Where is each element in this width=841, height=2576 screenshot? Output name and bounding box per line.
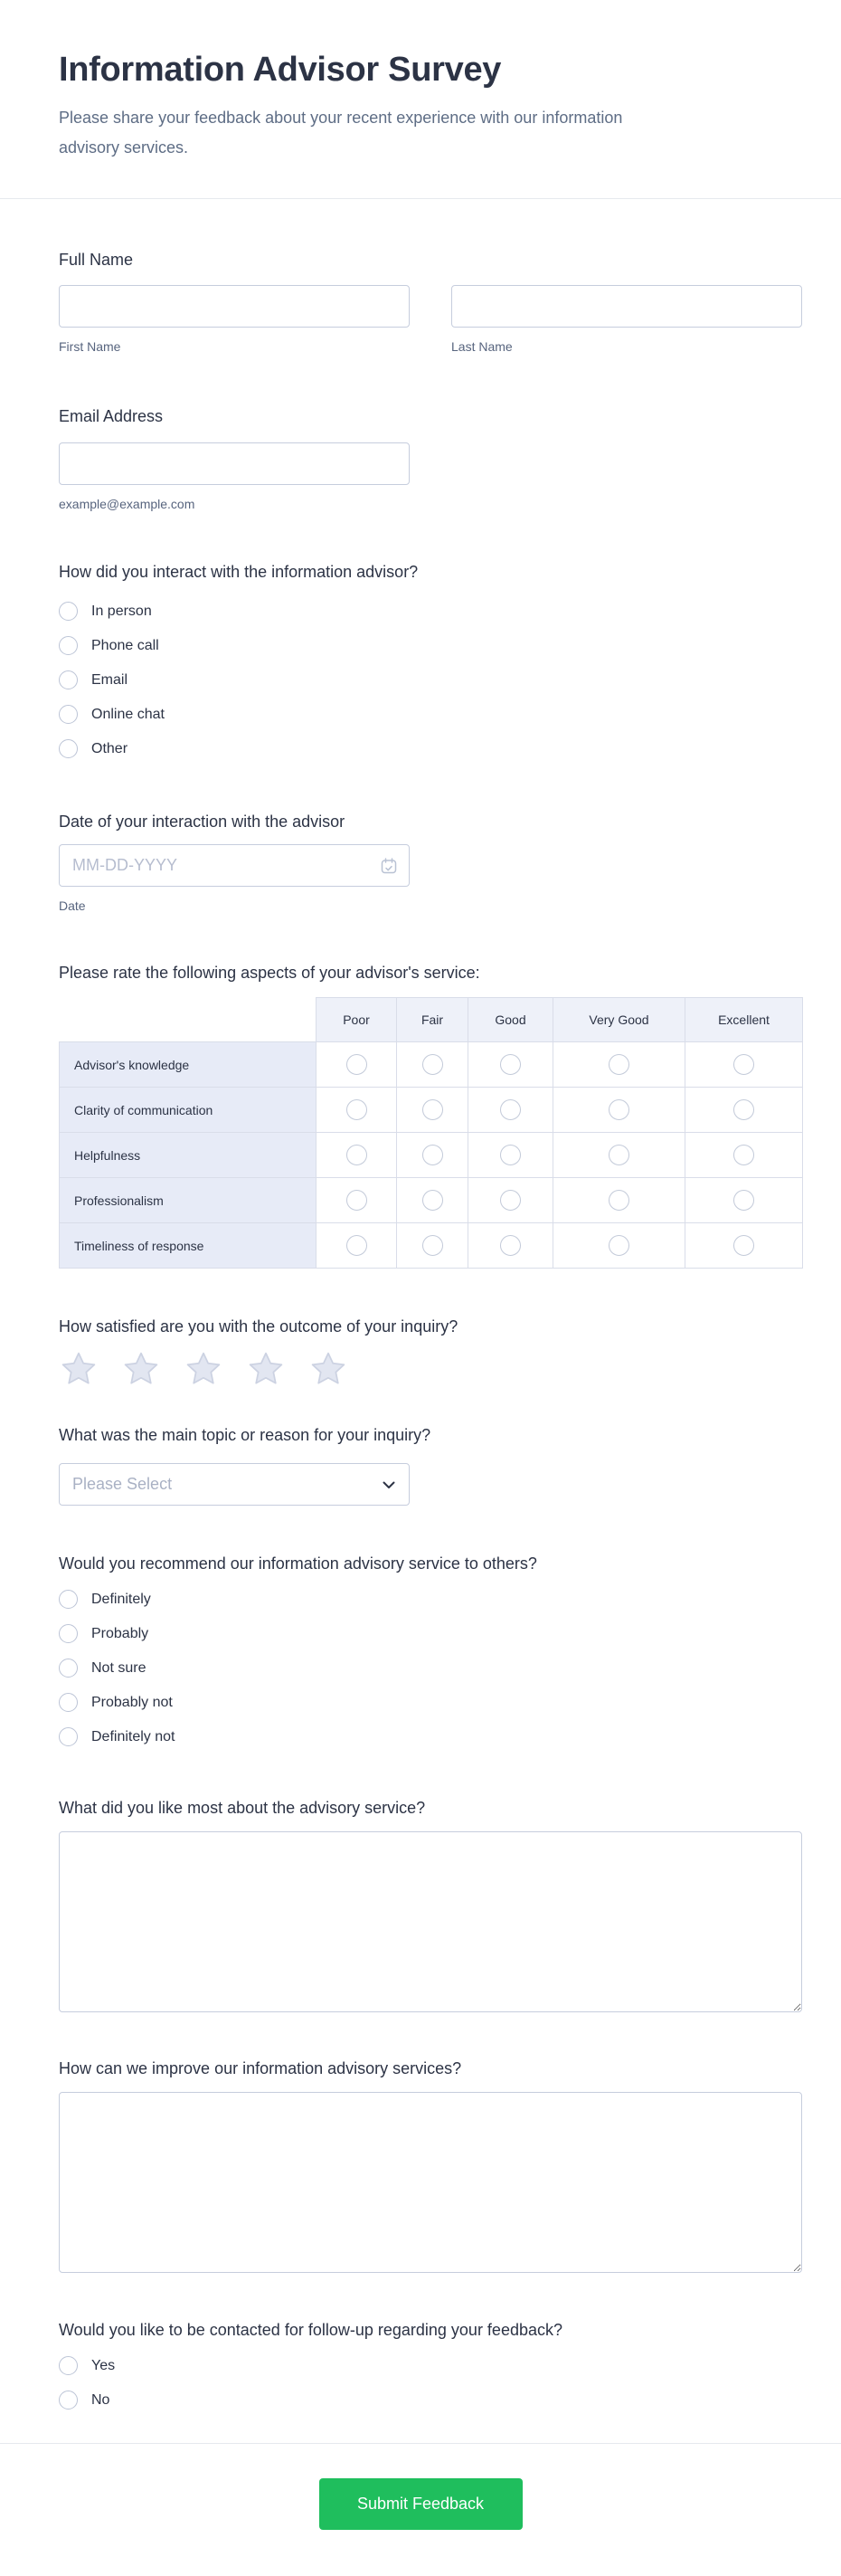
matrix-radio[interactable]: [346, 1099, 367, 1120]
matrix-radio[interactable]: [422, 1235, 443, 1256]
matrix-row-label: Advisor's knowledge: [60, 1042, 317, 1088]
interaction-question: How did you interact with the information advisor?: [59, 563, 419, 581]
matrix-radio[interactable]: [500, 1054, 521, 1075]
form-content: [0, 199, 841, 2410]
radio-option-label: Online chat: [91, 707, 165, 722]
radio-icon[interactable]: [59, 1590, 78, 1609]
interaction-option-in-person[interactable]: [59, 602, 165, 621]
matrix-radio[interactable]: [500, 1145, 521, 1165]
matrix-radio[interactable]: [500, 1099, 521, 1120]
radio-option-label: Yes: [91, 2358, 116, 2373]
matrix-radio[interactable]: [733, 1145, 754, 1165]
matrix-row-label: Helpfulness: [60, 1133, 317, 1178]
follow-up-option-no[interactable]: [59, 2391, 115, 2410]
full-name-label: Full Name: [59, 251, 134, 269]
improve-question: How can we improve our information advisory services?: [59, 2059, 462, 2077]
radio-icon[interactable]: [59, 636, 78, 655]
submit-bar: [0, 2443, 841, 2576]
radio-option-label: In person: [91, 604, 152, 619]
matrix-row-label: Professionalism: [60, 1178, 317, 1223]
matrix-col-good: Good: [468, 998, 553, 1042]
first-name-col: [59, 285, 410, 355]
radio-option-label: Probably: [91, 1626, 149, 1641]
matrix-row-clarity: [60, 1088, 803, 1133]
recommend-options: [59, 1590, 175, 1746]
matrix-radio[interactable]: [422, 1145, 443, 1165]
last-name-sublabel: Last Name: [451, 339, 513, 354]
matrix-radio[interactable]: [733, 1054, 754, 1075]
interaction-option-phone-call[interactable]: [59, 636, 165, 655]
last-name-input[interactable]: [451, 285, 802, 328]
topic-select-placeholder: Please Select: [72, 1475, 173, 1493]
radio-icon[interactable]: [59, 2356, 78, 2375]
radio-option-label: Phone call: [91, 638, 159, 653]
radio-option-label: Not sure: [91, 1660, 146, 1676]
matrix-header-row: [60, 998, 803, 1042]
radio-option-label: Definitely not: [91, 1729, 175, 1744]
follow-up-options: [59, 2356, 115, 2410]
matrix-col-fair: Fair: [397, 998, 468, 1042]
matrix-radio[interactable]: [733, 1190, 754, 1211]
recommend-option-definitely-not[interactable]: [59, 1727, 175, 1746]
chevron-down-icon: [383, 1481, 395, 1489]
radio-option-label: Definitely: [91, 1592, 151, 1607]
date-question: Date of your interaction with the advisor: [59, 813, 345, 831]
matrix-radio[interactable]: [346, 1054, 367, 1075]
matrix-radio[interactable]: [422, 1190, 443, 1211]
recommend-option-probably-not[interactable]: [59, 1693, 175, 1712]
submit-button[interactable]: Submit Feedback: [319, 2478, 523, 2530]
matrix-col-very-good: Very Good: [553, 998, 685, 1042]
recommend-option-not-sure[interactable]: [59, 1659, 175, 1678]
matrix-row-professionalism: [60, 1178, 803, 1223]
radio-icon[interactable]: [59, 705, 78, 724]
like-most-textarea[interactable]: [59, 1831, 802, 2012]
interaction-option-email[interactable]: [59, 670, 165, 689]
radio-icon[interactable]: [59, 739, 78, 758]
radio-option-label: No: [91, 2392, 110, 2408]
matrix-radio[interactable]: [609, 1190, 629, 1211]
interaction-option-online-chat[interactable]: [59, 705, 165, 724]
matrix-row-label: Clarity of communication: [60, 1088, 317, 1133]
matrix-radio[interactable]: [500, 1190, 521, 1211]
matrix-radio[interactable]: [733, 1235, 754, 1256]
interaction-options: [59, 602, 165, 758]
follow-up-question: Would you like to be contacted for follow-up regarding your feedback?: [59, 2321, 562, 2339]
first-name-sublabel: First Name: [59, 339, 121, 354]
topic-select[interactable]: [59, 1463, 410, 1506]
star-rating: [59, 1351, 348, 1387]
recommend-option-definitely[interactable]: [59, 1590, 175, 1609]
radio-option-label: Email: [91, 672, 128, 688]
like-most-question: What did you like most about the advisory service?: [59, 1799, 426, 1817]
page-title: Information Advisor Survey: [59, 51, 502, 89]
matrix-radio[interactable]: [609, 1099, 629, 1120]
improve-textarea[interactable]: [59, 2092, 802, 2273]
last-name-col: [451, 285, 802, 355]
radio-option-label: Probably not: [91, 1695, 173, 1710]
satisfaction-question: How satisfied are you with the outcome of your inquiry?: [59, 1317, 458, 1336]
matrix-radio[interactable]: [346, 1145, 367, 1165]
date-field: [59, 844, 410, 887]
radio-icon[interactable]: [59, 602, 78, 621]
radio-icon[interactable]: [59, 1624, 78, 1643]
matrix-col-excellent: Excellent: [685, 998, 803, 1042]
interaction-option-other[interactable]: [59, 739, 165, 758]
matrix-question: Please rate the following aspects of your advisor's service:: [59, 964, 480, 982]
email-sublabel: example@example.com: [59, 497, 195, 511]
matrix-row-timeliness: [60, 1223, 803, 1269]
matrix-col-poor: Poor: [317, 998, 397, 1042]
matrix-radio[interactable]: [346, 1235, 367, 1256]
radio-icon[interactable]: [59, 1693, 78, 1712]
radio-icon[interactable]: [59, 1727, 78, 1746]
full-name-row: [59, 285, 802, 355]
matrix-row-label: Timeliness of response: [60, 1223, 317, 1269]
radio-icon[interactable]: [59, 1659, 78, 1678]
recommend-option-probably[interactable]: [59, 1624, 175, 1643]
matrix-radio[interactable]: [733, 1099, 754, 1120]
topic-question: What was the main topic or reason for your inquiry?: [59, 1426, 431, 1444]
radio-icon[interactable]: [59, 2391, 78, 2410]
page-subtitle-line2: advisory services.: [59, 138, 189, 157]
matrix-radio[interactable]: [346, 1190, 367, 1211]
recommend-question: Would you recommend our information advisory service to others?: [59, 1554, 537, 1573]
star-icon[interactable]: [121, 1351, 161, 1387]
date-input[interactable]: [59, 844, 410, 887]
email-input[interactable]: [59, 442, 410, 485]
matrix-radio[interactable]: [422, 1054, 443, 1075]
matrix-radio[interactable]: [609, 1054, 629, 1075]
matrix-row-knowledge: [60, 1042, 803, 1088]
matrix-radio[interactable]: [422, 1099, 443, 1120]
star-icon[interactable]: [59, 1351, 99, 1387]
matrix-row-helpfulness: [60, 1133, 803, 1178]
matrix-radio[interactable]: [609, 1145, 629, 1165]
matrix-radio[interactable]: [609, 1235, 629, 1256]
radio-option-label: Other: [91, 741, 128, 756]
star-icon[interactable]: [246, 1351, 286, 1387]
rating-matrix: [59, 997, 803, 1269]
date-sublabel: Date: [59, 898, 86, 913]
email-label: Email Address: [59, 407, 164, 425]
matrix-radio[interactable]: [500, 1235, 521, 1256]
star-icon[interactable]: [184, 1351, 223, 1387]
form-header: [0, 0, 841, 199]
matrix-corner-cell: [60, 998, 317, 1042]
star-icon[interactable]: [308, 1351, 348, 1387]
follow-up-option-yes[interactable]: [59, 2356, 115, 2375]
page-subtitle-line1: Please share your feedback about your recent experience with our information: [59, 109, 623, 127]
first-name-input[interactable]: [59, 285, 410, 328]
page-subtitle: [59, 103, 732, 163]
radio-icon[interactable]: [59, 670, 78, 689]
